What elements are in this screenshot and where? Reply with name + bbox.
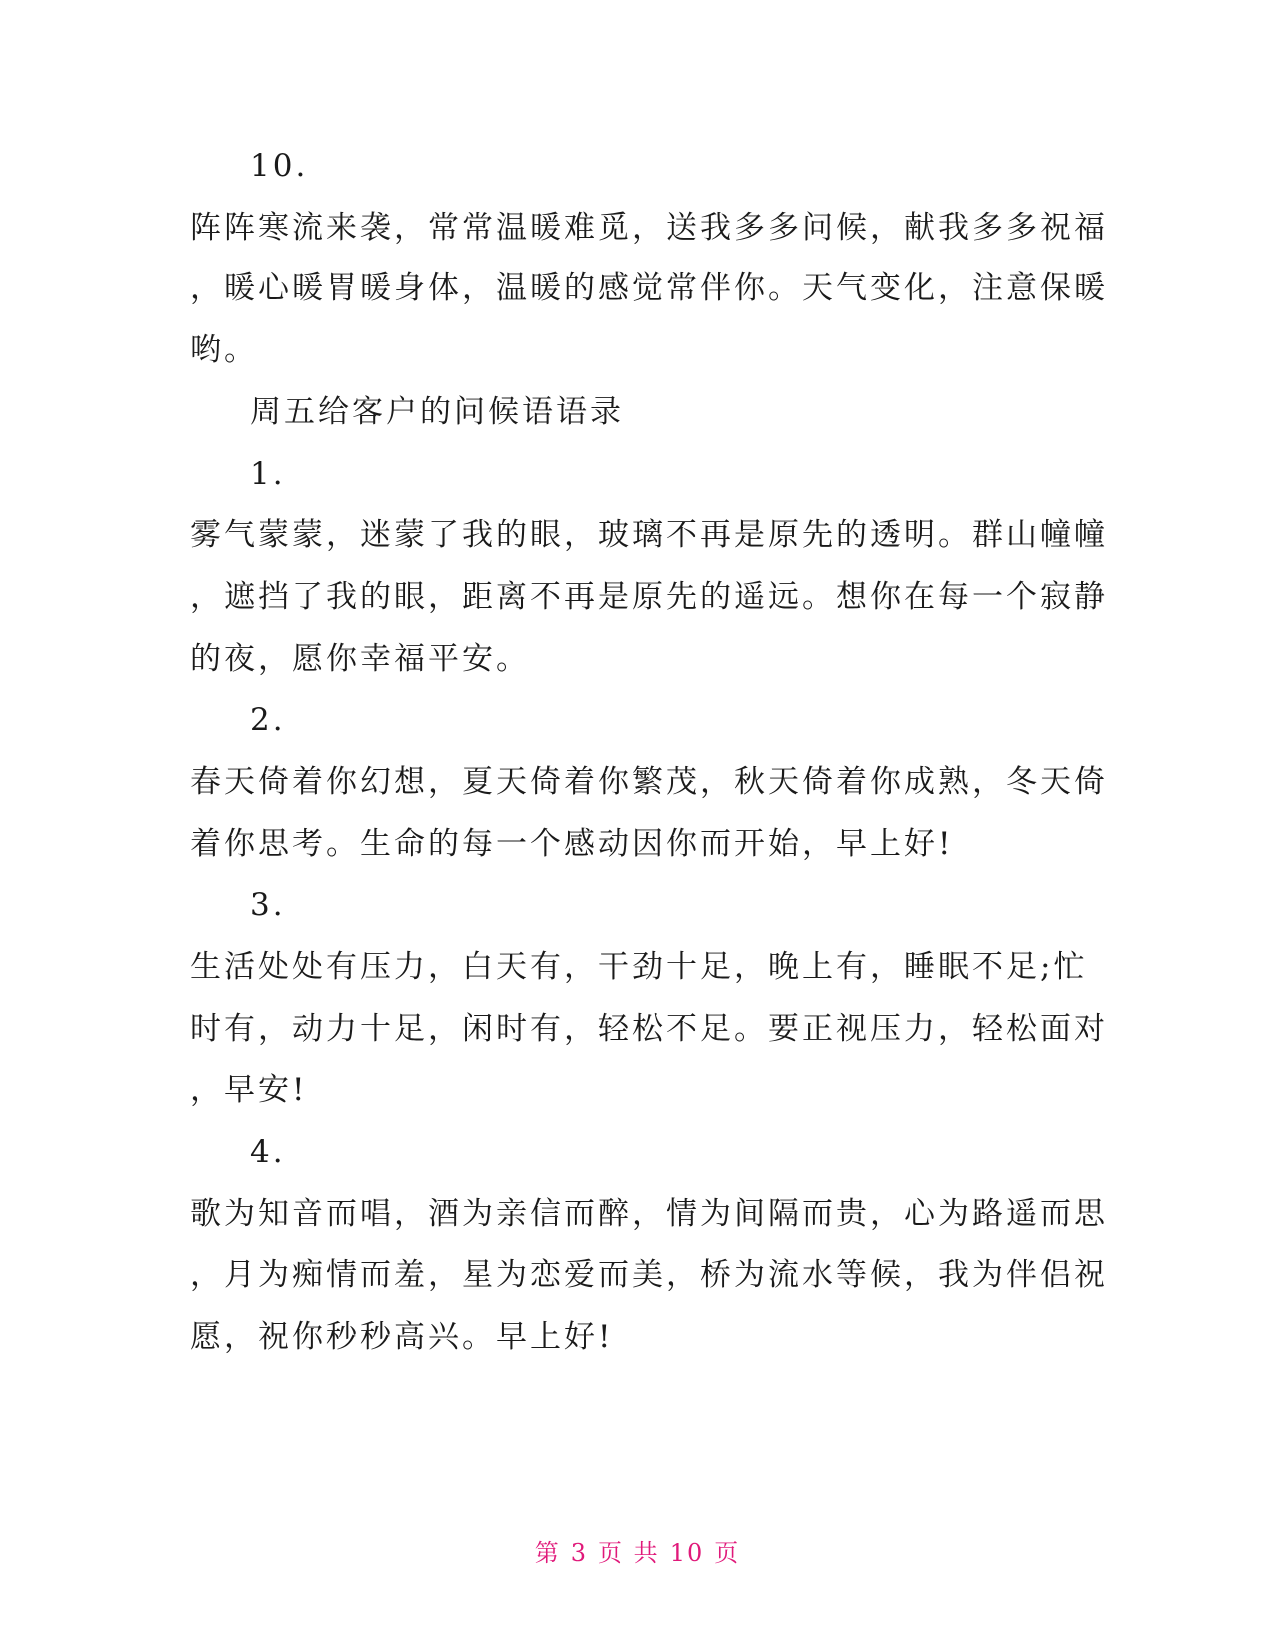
item-number-4: 4. xyxy=(250,1134,286,1170)
page-footer xyxy=(0,1538,1275,1568)
item-3-line-3: ，早安! xyxy=(190,1072,308,1108)
section-title: 周五给客户的问候语语录 xyxy=(250,394,624,430)
item-2-line-2: 着你思考。生命的每一个感动因你而开始，早上好! xyxy=(190,826,954,862)
item-3-line-2: 时有，动力十足，闲时有，轻松不足。要正视压力，轻松面对 xyxy=(190,1011,1108,1047)
item-2-line-1: 春天倚着你幻想，夏天倚着你繁茂，秋天倚着你成熟，冬天倚 xyxy=(190,764,1108,800)
item-10-line-2: ，暖心暖胃暖身体，温暖的感觉常伴你。天气变化，注意保暖 xyxy=(190,270,1108,306)
item-1-line-1: 雾气蒙蒙，迷蒙了我的眼，玻璃不再是原先的透明。群山幢幢 xyxy=(190,517,1108,553)
item-10-line-1: 阵阵寒流来袭，常常温暖难觅，送我多多问候，献我多多祝福 xyxy=(190,210,1108,246)
footer-prefix: 第 xyxy=(534,1539,561,1567)
item-3-line-1: 生活处处有压力，白天有，干劲十足，晚上有，睡眠不足;忙 xyxy=(190,949,1088,985)
footer-current-page: 3 xyxy=(570,1539,589,1567)
footer-middle: 页 共 xyxy=(598,1539,660,1567)
item-number-10: 10. xyxy=(250,148,309,184)
item-number-1: 1. xyxy=(250,456,286,492)
item-4-line-1: 歌为知音而唱，酒为亲信而醉，情为间隔而贵，心为路遥而思 xyxy=(190,1196,1108,1232)
item-10-line-3: 哟。 xyxy=(190,332,258,368)
item-number-3: 3. xyxy=(250,887,286,923)
item-4-line-2: ，月为痴情而羞，星为恋爱而美，桥为流水等候，我为伴侣祝 xyxy=(190,1257,1108,1293)
item-1-line-3: 的夜，愿你幸福平安。 xyxy=(190,641,530,677)
footer-suffix: 页 xyxy=(714,1539,741,1567)
item-number-2: 2. xyxy=(250,702,286,738)
footer-total-pages: 10 xyxy=(669,1539,705,1567)
item-4-line-3: 愿，祝你秒秒高兴。早上好! xyxy=(190,1319,614,1355)
item-1-line-2: ，遮挡了我的眼，距离不再是原先的遥远。想你在每一个寂静 xyxy=(190,579,1108,615)
